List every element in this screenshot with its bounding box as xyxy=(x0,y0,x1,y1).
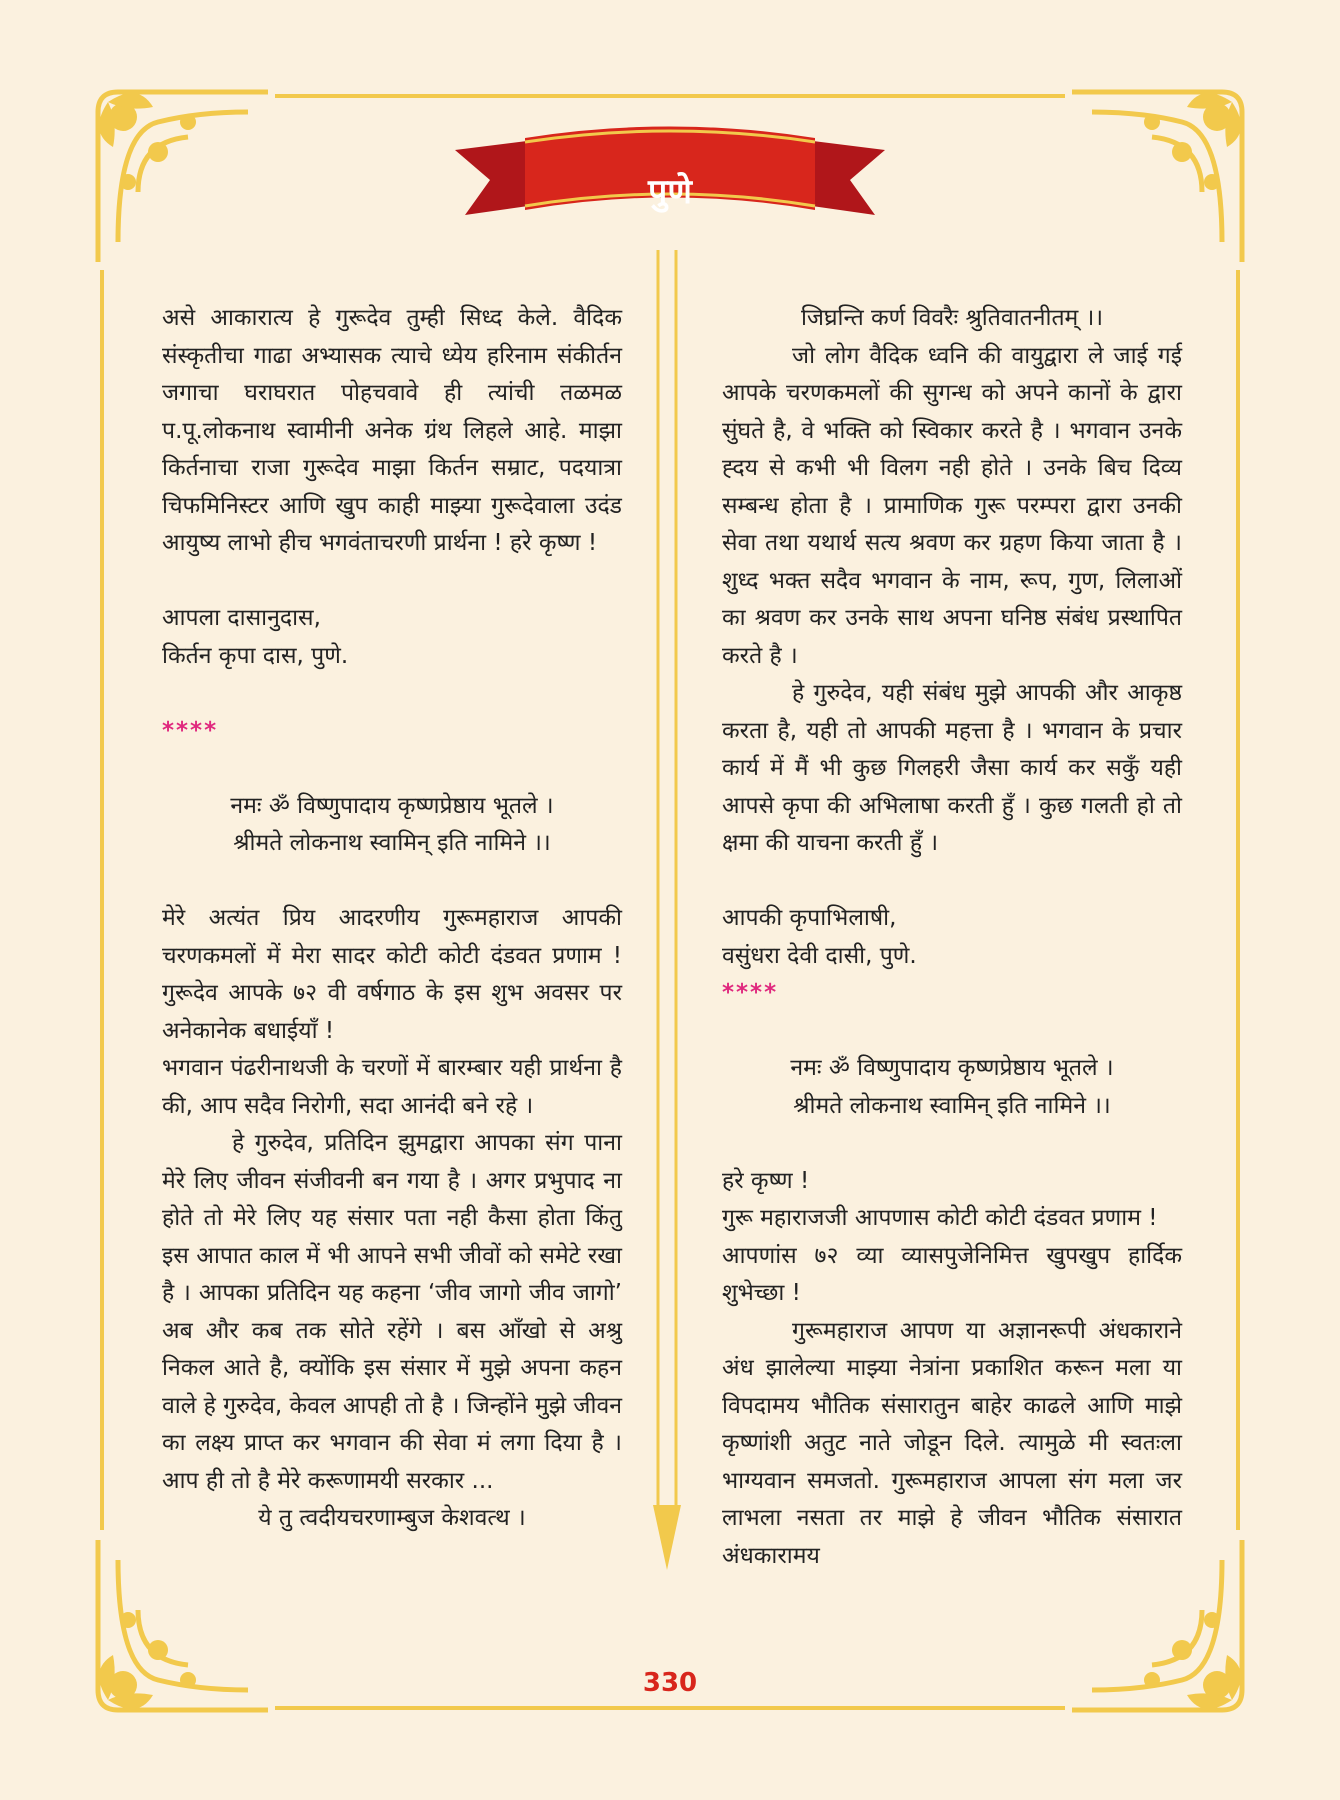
left-verse-line: नमः ॐ विष्णुपादाय कृष्णप्रेष्ठाय भूतले । xyxy=(230,792,554,819)
left-paragraph: असे आकारात्य हे गुरूदेव तुम्ही सिध्द केले. वैदिक संस्कृतीचा गाढा अभ्यासक त्याचे ध्येय हरिनाम संकीर्तन जगाचा घराघरात पोहचवावे ही त्यांची तळमळ प.पू.लोकनाथ स्वामीनी अनेक ग्रंथ लिहले आहे. माझा किर्तनाचा राजा गुरूदेव माझा किर्तन सम्राट, पदयात्रा चिफमिनिस्टर आणि खुप काही माझ्या गुरूदेवाला उदंड आयुष्य लाभो हीच भगवंताचरणी प्रार्थना ! हरे कृष्ण ! xyxy=(162,305,622,556)
page-title: पुणे xyxy=(648,172,692,212)
left-paragraph: हे गुरुदेव, प्रतिदिन झुमद्वारा आपका संग पाना मेरे लिए जीवन संजीवनी बन गया है । अगर प्रभुपाद ना होते तो मेरे लिए यह संसार पता नही कैसा होता किंतु इस आपात काल में भी आपने सभी जीवों को समेटे रखा है । आपका प्रतिदिन यह कहना ‘जीव जागो जीव जागो’ अब और कब तक सोते रहेंगे । बस आँखो से अश्रु निकल आते है, क्योंकि इस संसार में मुझे अपना कहन वाले हे गुरुदेव, केवल आपही तो है । जिन्होंने मुझे जीवन का लक्ष्य प्राप्त कर भगवान की सेवा मं लगा दिया है । आप ही तो है मेरे करूणामयी सरकार ... xyxy=(162,1130,623,1494)
right-verse-line: श्रीमते लोकनाथ स्वामिन् इति नामिने ।। xyxy=(793,1092,1111,1119)
right-signoff: आपकी कृपाभिलाषी, xyxy=(722,905,897,931)
left-signoff: आपला दासानुदास, xyxy=(162,605,321,631)
left-author: किर्तन कृपा दास, पुणे. xyxy=(162,642,349,669)
right-greeting: हरे कृष्ण ! xyxy=(722,1167,810,1194)
frame-right-line xyxy=(1236,270,1240,1530)
frame-bottom-line xyxy=(275,1706,1065,1710)
left-column xyxy=(162,300,622,1538)
right-column xyxy=(722,300,1182,1575)
left-verse-line: श्रीमते लोकनाथ स्वामिन् इति नामिने ।। xyxy=(233,830,551,856)
left-paragraph: मेरे अत्यंत प्रिय आदरणीय गुरूमहाराज आपकी चरणकमलों में मेरा सादर कोटी कोटी दंडवत प्रणाम ! गुरूदेव आपके ७२ वी वर्षगाठ के इस शुभ अवसर पर अनेकानेक बधाईयाँ ! xyxy=(162,905,622,1044)
right-author: वसुंधरा देवी दासी, पुणे. xyxy=(722,942,917,969)
right-stars-separator: **** xyxy=(722,980,779,1006)
page-number: 330 xyxy=(642,1668,698,1698)
right-verse-line: जिघ्रन्ति कर्ण विवरैः श्रुतिवातनीतम् ।। xyxy=(800,305,1104,331)
right-paragraph: जो लोग वैदिक ध्वनि की वायुद्वारा ले जाई गई आपके चरणकमलों की सुगन्ध को अपने कानों के द्वारा सुंघते है, वे भक्ति को स्विकार करते है । भगवान उनके ह्दय से कभी भी विलग नही होते । उनके बिच दिव्य सम्बन्ध होता है । प्रामाणिक गुरू परम्परा द्वारा उनकी सेवा तथा यथार्थ सत्य श्रवण कर ग्रहण किया जाता है । शुध्द भक्त सदैव भगवान के नाम, रूप, गुण, लिलाओं का श्रवण कर उनके साथ अपना घनिष्ठ संबंध प्रस्थापित करते है । xyxy=(722,342,1182,669)
center-column-divider xyxy=(650,250,684,1600)
right-verse-line: नमः ॐ विष्णुपादाय कृष्णप्रेष्ठाय भूतले । xyxy=(790,1055,1114,1081)
frame-left-line xyxy=(100,270,104,1530)
right-paragraph: गुरूमहाराज आपण या अज्ञानरूपी अंधकाराने अंध झालेल्या माझ्या नेत्रांना प्रकाशित करून मला या विपदामय भौतिक संसारातुन बाहेर काढले आणि माझे कृष्णांशी अतुट नाते जोडून दिले. त्यामुळे मी स्वतःला भाग्यवान समजतो. गुरूमहाराज आपला संग मला जर लाभला नसता तर माझे हे जीवन भौतिक संसारात अंधकारामय xyxy=(722,1317,1182,1569)
right-paragraph: गुरू महाराजजी आपणास कोटी कोटी दंडवत प्रणाम ! xyxy=(722,1205,1158,1231)
left-stars-separator: **** xyxy=(162,717,219,744)
left-paragraph: भगवान पंढरीनाथजी के चरणों में बारम्बार यही प्रार्थना है की, आप सदैव निरोगी, सदा आनंदी बने रहे । xyxy=(162,1055,622,1119)
right-paragraph: हे गुरुदेव, यही संबंध मुझे आपकी और आकृष्ठ करता है, यही तो आपकी महत्ता है । भगवान के प्रचार कार्य में मैं भी कुछ गिलहरी जैसा कार्य कर सकुँ यही आपसे कृपा की अभिलाषा करती हुँ । कुछ गलती हो तो क्षमा की याचना करती हुँ । xyxy=(722,680,1182,856)
left-verse-line: ये तु त्वदीयचरणाम्बुज केशवत्थ । xyxy=(258,1505,526,1531)
frame-top-line xyxy=(275,94,1065,98)
right-paragraph: आपणांस ७२ व्या व्यासपुजेनिमित्त खुपखुप हार्दिक शुभेच्छा ! xyxy=(722,1242,1182,1306)
corner-ornament-bottom-left xyxy=(78,1520,288,1730)
